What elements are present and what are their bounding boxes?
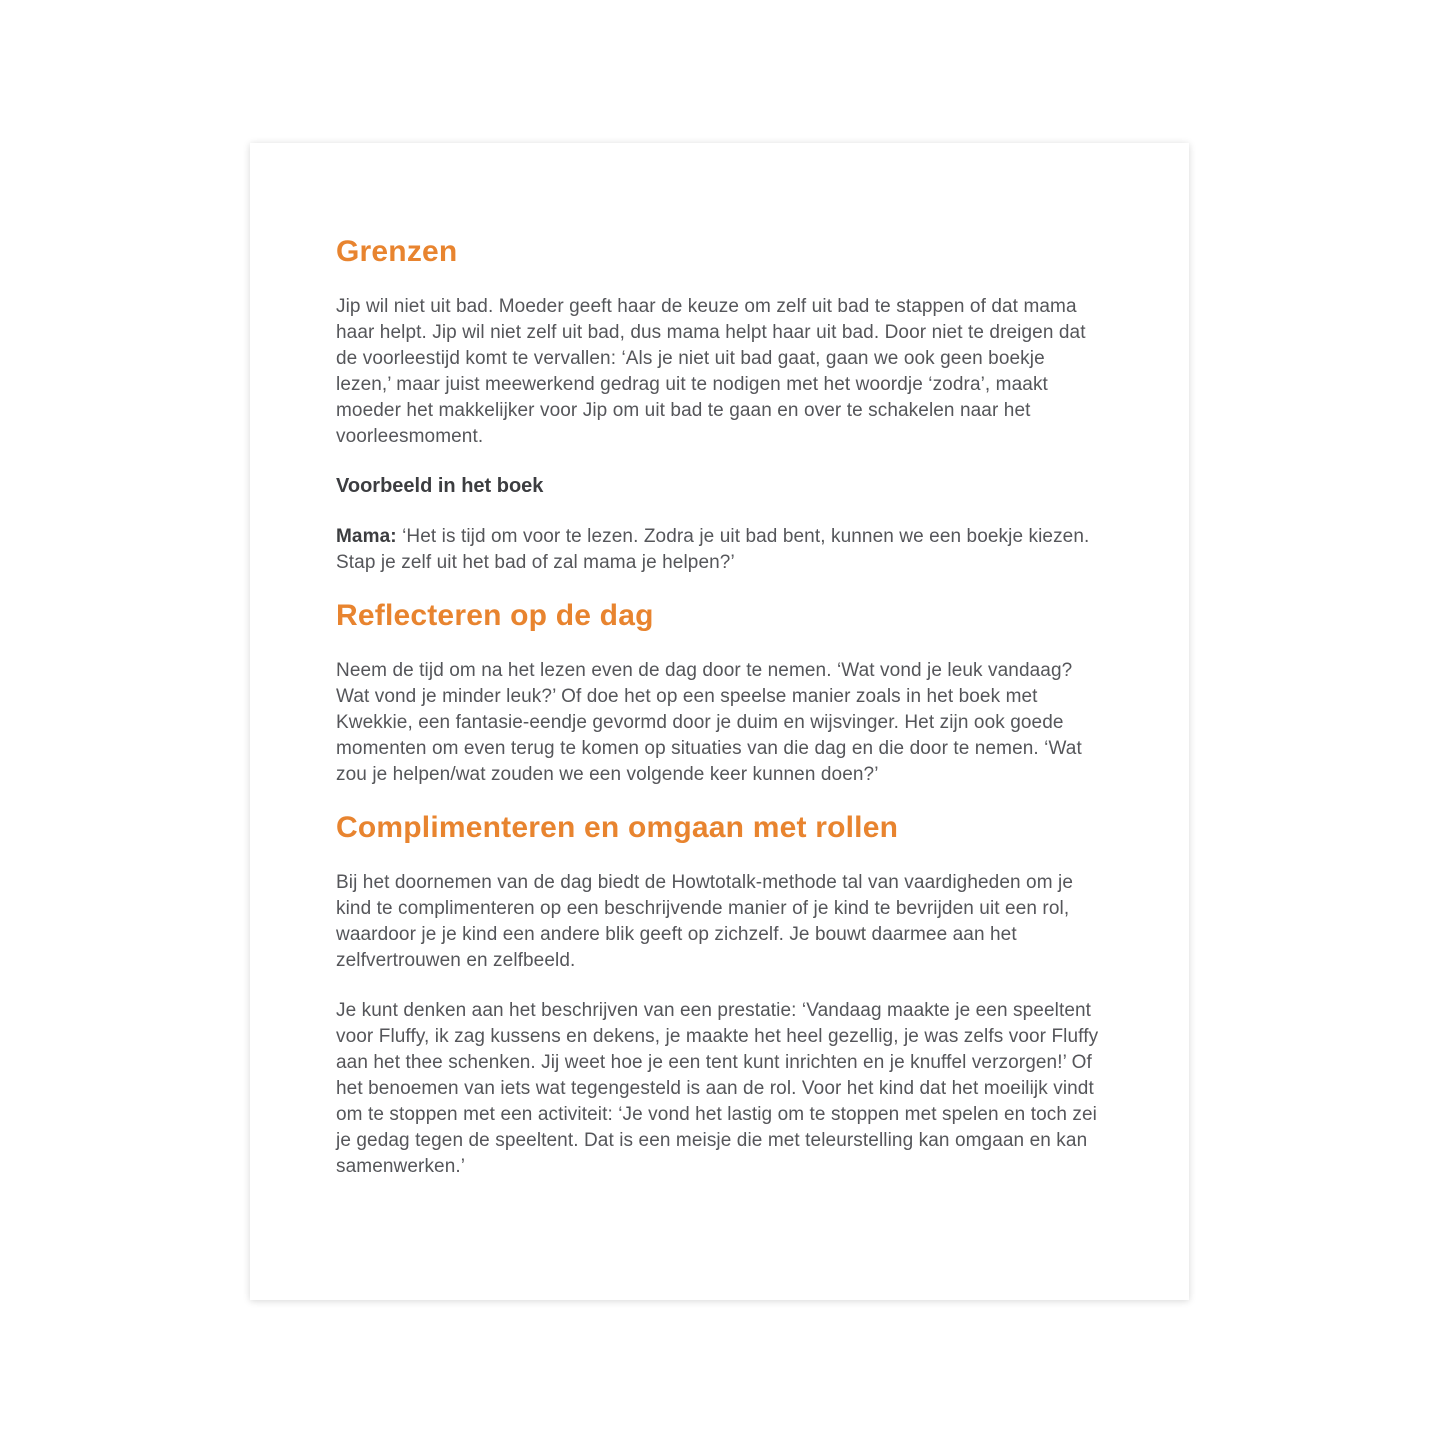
paragraph-mama-quote: [336, 524, 1103, 576]
paragraph-complimenteren-2: Je kunt denken aan het beschrijven van een prestatie: ‘Vandaag maakte je een speeltent voor Fluffy, ik zag kussens en dekens, je maakte het heel gezellig, je was zelfs voor Fluffy aan het thee schenken. Jij weet hoe je een tent kunt inrichten en je knuffel verzorgen!’ Of het benoemen van iets wat tegengesteld is aan de rol. Voor het kind dat het moeilijk vindt om te stoppen met een activiteit: ‘Je vond het lastig om te stoppen met spelen en toch zei je gedag tegen de speeltent. Dat is een meisje die met teleurstelling kan omgaan en kan samenwerken.’: [336, 1000, 1099, 1177]
paragraph-grenzen: Jip wil niet uit bad. Moeder geeft haar de keuze om zelf uit bad te stappen of dat mama haar helpt. Jip wil niet zelf uit bad, dus mama helpt haar uit bad. Door niet te dreigen dat de voorleestijd komt te vervallen: ‘Als je niet uit bad gaat, gaan we ook geen boekje lezen,’ maar juist meewerkend gedrag uit te nodigen met het woordje ‘zodra’, maakt moeder het makkelijker voor Jip om uit bad te gaan en over te schakelen naar het voorleesmoment.: [336, 296, 1086, 447]
document-page: [250, 143, 1189, 1300]
paragraph-complimenteren-1: Bij het doornemen van de dag biedt de Howtotalk-methode tal van vaardigheden om je kind te complimenteren op een beschrijvende manier of je kind te bevrijden uit een rol, waardoor je je kind een andere blik geeft op zichzelf. Je bouwt daarmee aan het zelfvertrouwen en zelfbeeld.: [336, 872, 1073, 971]
section-heading-reflecteren: Reflecteren op de dag: [336, 599, 654, 632]
subheading-voorbeeld-in-het-boek: Voorbeeld in het boek: [336, 475, 544, 497]
speaker-quote-text: ‘Het is tijd om voor te lezen. Zodra je uit bad bent, kunnen we een boekje kiezen. Stap je zelf uit het bad of zal mama je helpen?’: [336, 526, 1090, 573]
speaker-label: Mama:: [336, 526, 397, 547]
paragraph-reflecteren: Neem de tijd om na het lezen even de dag door te nemen. ‘Wat vond je leuk vandaag? Wat vond je minder leuk?’ Of doe het op een speelse manier zoals in het boek met Kwekkie, een fantasie-eendje gevormd door je duim en wijsvinger. Het zijn ook goede momenten om even terug te komen op situaties van die dag en die door te nemen. ‘Wat zou je helpen/wat zouden we een volgende keer kunnen doen?’: [336, 660, 1082, 785]
section-heading-grenzen: Grenzen: [336, 235, 458, 268]
section-heading-complimenteren: Complimenteren en omgaan met rollen: [336, 811, 899, 844]
